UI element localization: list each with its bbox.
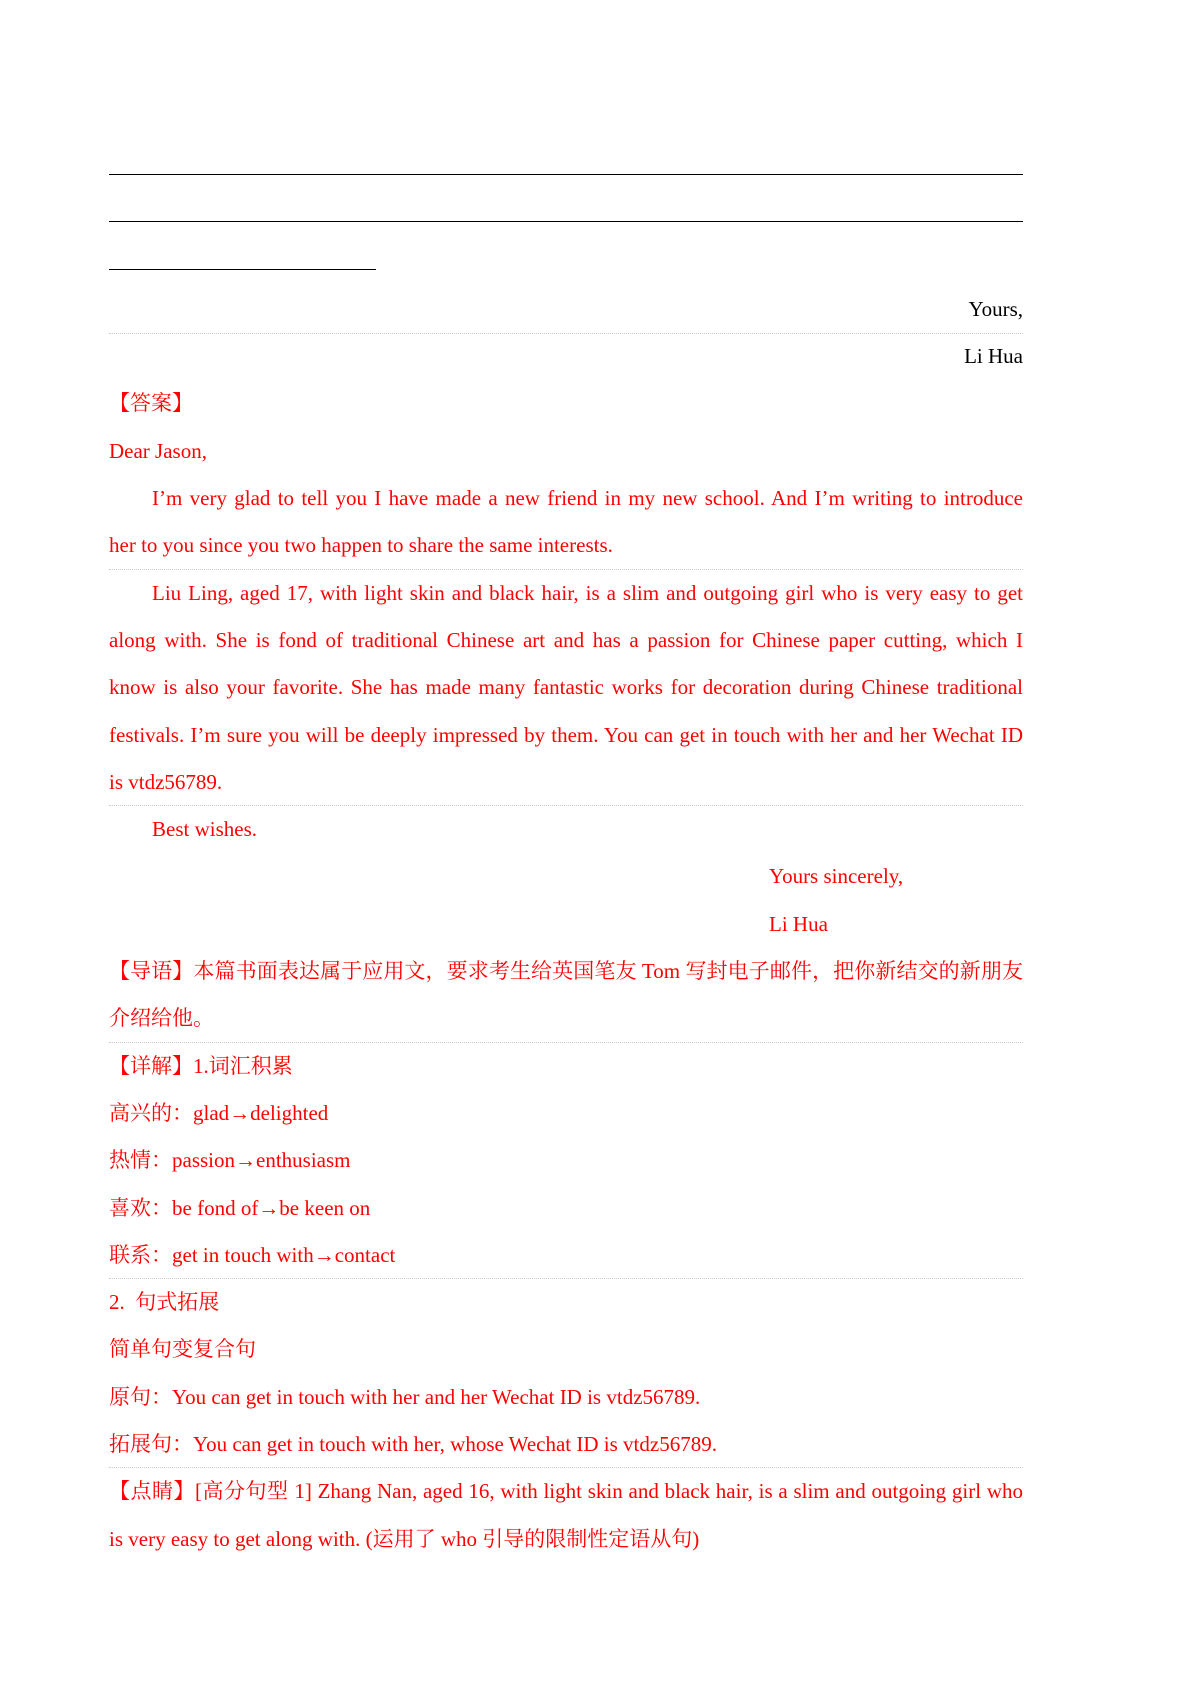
original-sentence: 原句：You can get in touch with her and her Wechat ID is vtdz56789. — [109, 1384, 701, 1409]
vocabulary-item: 喜欢：be fond of→be keen on — [109, 1195, 371, 1220]
writing-blank-row — [109, 144, 1023, 191]
answer-wishes: Best wishes. — [152, 817, 257, 842]
answer-signature: Li Hua — [769, 911, 828, 936]
document-body — [109, 144, 1023, 1563]
answer-paragraph-text: her to you since you two happen to share the same interests. — [109, 533, 613, 558]
answer-label: 【答案】 — [109, 391, 193, 416]
answer-paragraph-line: along with. She is fond of traditional Chinese art and has a passion for Chinese paper cutting, which I — [109, 627, 1023, 652]
section2-subtitle: 简单句变复合句 — [109, 1337, 256, 1362]
guide-text: 介绍给他。 — [109, 1006, 214, 1031]
explanation-heading: 【详解】1.词汇积累 — [109, 1053, 293, 1078]
answer-sign-off: Yours sincerely, — [769, 864, 904, 889]
closing-name-text: Li Hua — [964, 344, 1023, 369]
guide-line: 【导语】本篇书面表达属于应用文，要求考生给英国笔友 Tom 写封电子邮件，把你新结交的新朋友 — [109, 959, 1023, 984]
answer-paragraph-line: festivals. I’m sure you will be deeply impressed by them. You can get in touch with her and her Wechat ID — [109, 722, 1023, 747]
answer-paragraph-line: Liu Ling, aged 17, with light skin and black hair, is a slim and outgoing girl who is very easy to get — [152, 580, 1023, 605]
answer-blank-line — [109, 221, 1023, 222]
answer-greeting: Dear Jason, — [109, 438, 207, 463]
highlight-line: is very easy to get along with. (运用了 who 引导的限制性定语从句) — [109, 1526, 700, 1551]
vocabulary-item: 高兴的：glad→delighted — [109, 1100, 329, 1125]
guide-line — [109, 995, 1023, 1042]
section2-title: 2. 句式拓展 — [109, 1290, 220, 1315]
writing-blank-row — [109, 239, 1023, 286]
closing-salutation: Yours, — [968, 296, 1023, 321]
answer-blank-line — [109, 174, 1023, 175]
answer-paragraph-line — [109, 522, 1023, 569]
answer-paragraph-line: know is also your favorite. She has made many fantastic works for decoration during Chinese traditional — [109, 675, 1023, 700]
vocabulary-text: 联系：get in touch with→contact — [109, 1242, 396, 1267]
answer-paragraph-line — [109, 759, 1023, 806]
closing-name — [109, 333, 1023, 380]
dotted-divider — [109, 333, 1023, 334]
writing-blank-row — [109, 191, 1023, 238]
highlight-line: 【点睛】[高分句型 1] Zhang Nan, aged 16, with light skin and black hair, is a slim and outgoing girl who — [109, 1479, 1023, 1504]
vocabulary-item: 热情：passion→enthusiasm — [109, 1148, 351, 1173]
vocabulary-item — [109, 1232, 1023, 1279]
answer-blank-line — [109, 269, 376, 270]
expanded-sentence-text: 拓展句：You can get in touch with her, whose Wechat ID is vtdz56789. — [109, 1432, 717, 1457]
answer-paragraph-line: I’m very glad to tell you I have made a new friend in my new school. And I’m writing to introduce — [152, 486, 1023, 511]
expanded-sentence — [109, 1421, 1023, 1468]
answer-paragraph-text: is vtdz56789. — [109, 769, 223, 794]
